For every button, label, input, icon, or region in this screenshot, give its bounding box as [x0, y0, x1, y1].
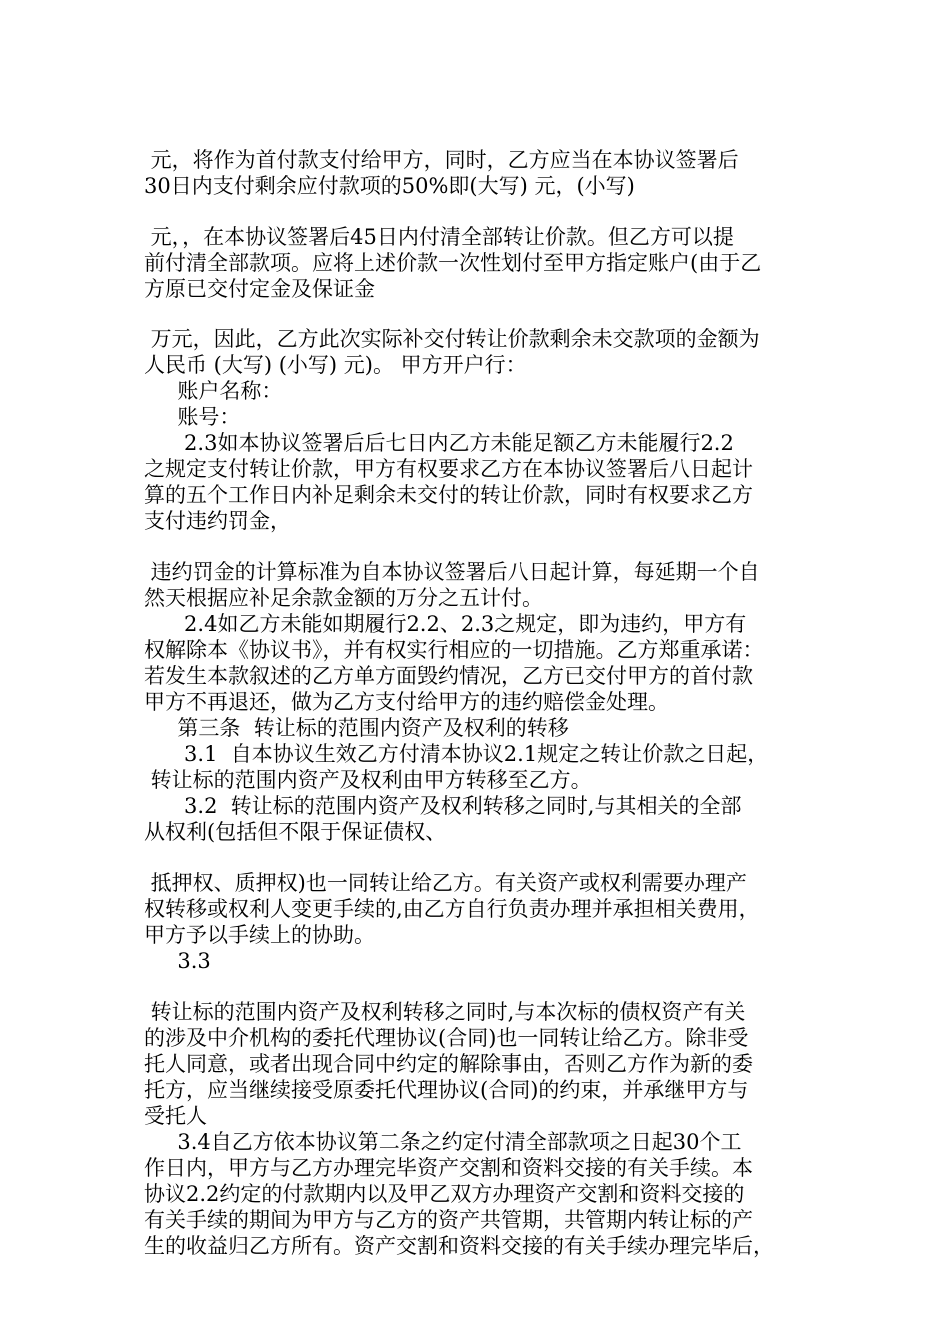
text-line: 甲方不再退还，做为乙方支付给甲方的违约赔偿金处理。 [144, 690, 669, 714]
text-line: 若发生本款叙述的乙方单方面毁约情况，乙方已交付甲方的首付款 [144, 664, 753, 688]
text-line: 算的五个工作日内补足剩余未交付的转让价款，同时有权要求乙方 [144, 483, 753, 507]
text-line: 然天根据应补足余款金额的万分之五计付。 [144, 586, 543, 610]
text-line: 托方，应当继续接受原委托代理协议(合同)的约束，并承继甲方与 [144, 1078, 749, 1102]
text-line: 万元，因此，乙方此次实际补交付转让价款剩余未交款项的金额为 [144, 327, 760, 351]
text-line: 3.3 [144, 949, 211, 973]
text-line: 30日内支付剩余应付款项的50%即(大写) 元，(小写) [144, 174, 635, 198]
text-line: 3.2 转让标的范围内资产及权利转移之同时,与其相关的全部 [144, 794, 742, 818]
text-line: 受托人 [144, 1104, 207, 1128]
text-line: 人民币 (大写) (小写) 元)。 甲方开户行： [144, 353, 527, 377]
text-line: 方原已交付定金及保证金 [144, 277, 375, 301]
text-line: 3.4自乙方依本协议第二条之约定付清全部款项之日起30个工 [144, 1130, 742, 1154]
text-line: 账户名称： [144, 379, 283, 403]
text-line: 元，将作为首付款支付给甲方，同时，乙方应当在本协议签署后 [144, 148, 739, 172]
text-line: 有关手续的期间为甲方与乙方的资产共管期，共管期内转让标的产 [144, 1208, 753, 1232]
text-line: 违约罚金的计算标准为自本协议签署后八日起计算，每延期一个自 [144, 560, 760, 584]
text-line: 之规定支付转让价款，甲方有权要求乙方在本协议签署后八日起计 [144, 457, 753, 481]
text-line: 甲方予以手续上的协助。 [144, 923, 375, 947]
text-line: 元，，在本协议签署后45日内付清全部转让价款。但乙方可以提 [144, 225, 734, 249]
text-line: 前付清全部款项。应将上述价款一次性划付至甲方指定账户(由于乙 [144, 251, 762, 275]
text-line: 3.1 自本协议生效乙方付清本协议2.1规定之转让价款之日起， [144, 742, 769, 766]
text-line: 托人同意，或者出现合同中约定的解除事由，否则乙方作为新的委 [144, 1052, 753, 1076]
text-line: 从权利(包括但不限于保证债权、 [144, 820, 447, 844]
text-line: 转让标的范围内资产及权利转移之同时,与本次标的债权资产有关 [144, 1000, 746, 1024]
section-heading: 第三条 转让标的范围内资产及权利的转移 [144, 716, 569, 740]
text-line: 支付违约罚金， [144, 509, 291, 533]
text-line: 的涉及中介机构的委托代理协议(合同)也一同转让给乙方。除非受 [144, 1026, 749, 1050]
text-line: 生的收益归乙方所有。资产交割和资料交接的有关手续办理完毕后， [144, 1234, 774, 1258]
text-line: 权解除本《协议书》，并有权实行相应的一切措施。乙方郑重承诺： [144, 638, 764, 662]
text-line: 作日内，甲方与乙方办理完毕资产交割和资料交接的有关手续。本 [144, 1156, 753, 1180]
text-line: 2.3如本协议签署后后七日内乙方未能足额乙方未能履行2.2 [144, 431, 734, 455]
text-line: 转让标的范围内资产及权利由甲方转移至乙方。 [144, 768, 592, 792]
text-line: 权转移或权利人变更手续的,由乙方自行负责办理并承担相关费用， [144, 897, 760, 921]
text-line: 抵押权、质押权)也一同转让给乙方。有关资产或权利需要办理产 [144, 871, 747, 895]
text-line: 2.4如乙方未能如期履行2.2、2.3之规定，即为违约，甲方有 [144, 612, 747, 636]
text-line: 账号： [144, 405, 241, 429]
text-line: 协议2.2约定的付款期内以及甲乙双方办理资产交割和资料交接的 [144, 1182, 745, 1206]
